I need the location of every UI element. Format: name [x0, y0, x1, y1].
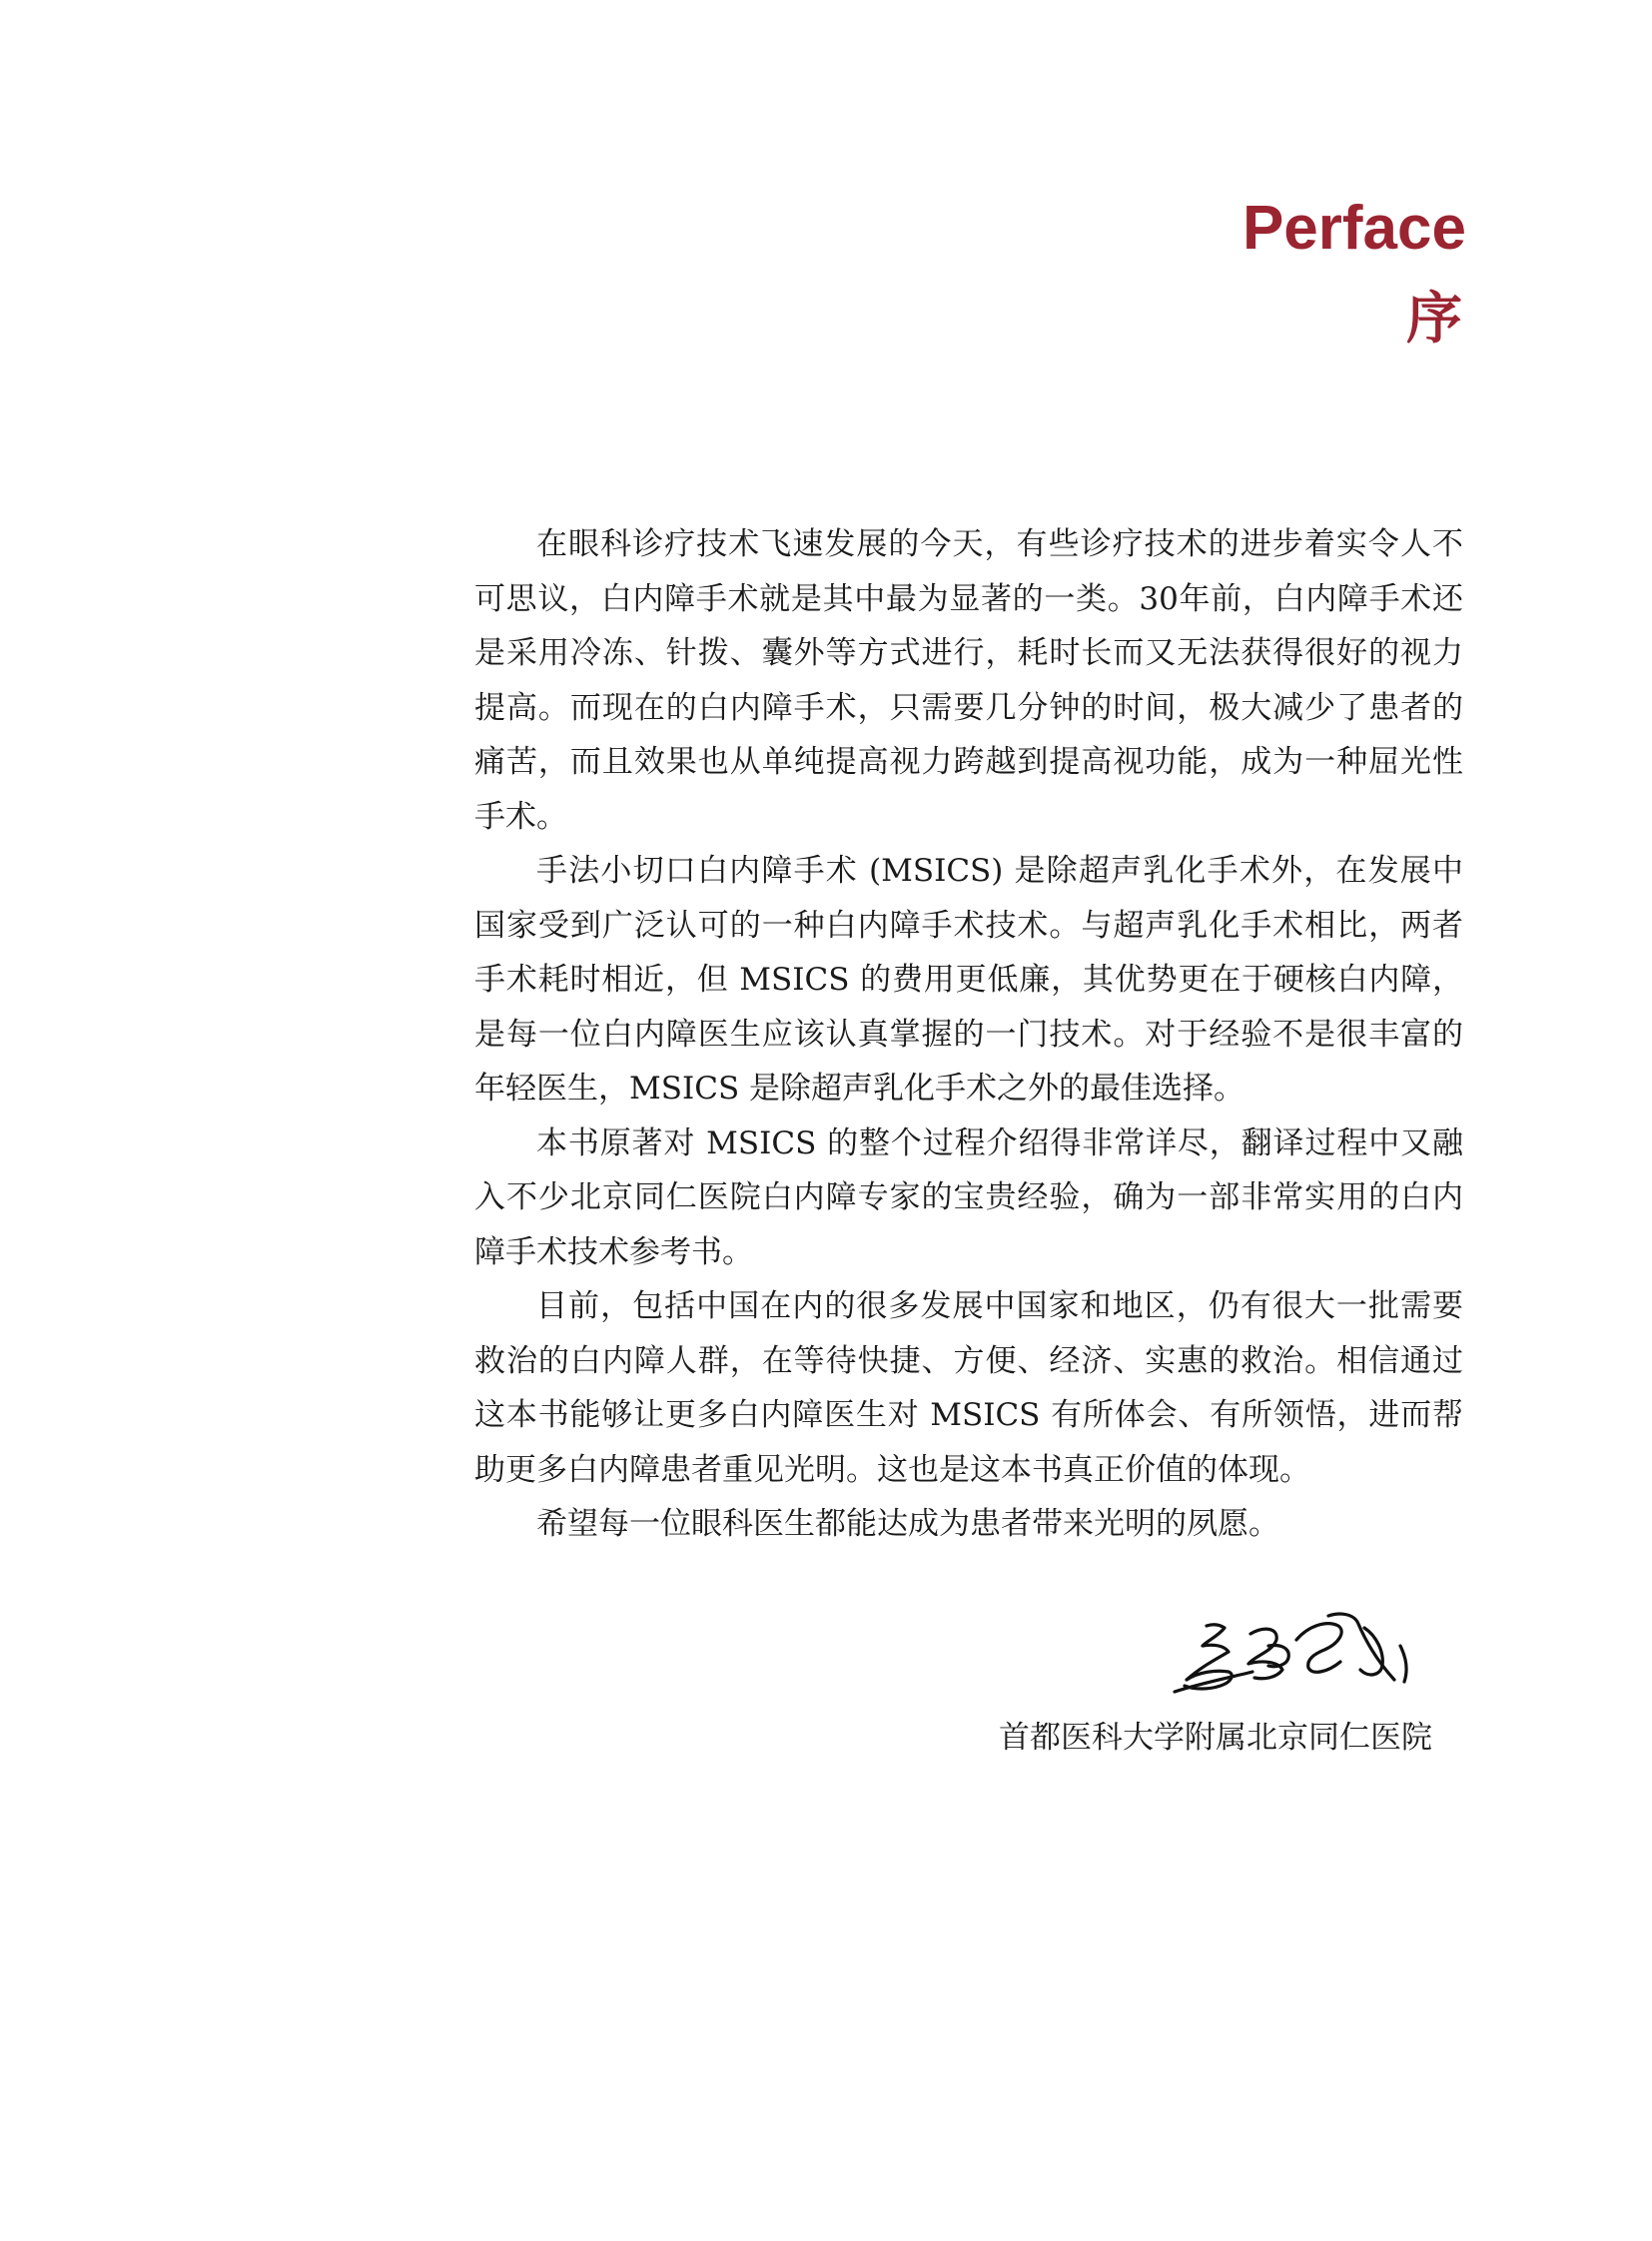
preface-body [474, 517, 1463, 1552]
paragraph-5: 希望每一位眼科医生都能达成为患者带来光明的夙愿。 [536, 1506, 1279, 1542]
affiliation: 首都医科大学附属北京同仁医院 [999, 1720, 1432, 1756]
paragraph-3: 本书原著对 MSICS 的整个过程介绍得非常详尽，翻译过程中又融入不少北京同仁医院白内障专家的宝贵经验，确为一部非常实用的白内障手术技术参考书。 [474, 1124, 1463, 1270]
heading-chinese: 序 [1406, 287, 1462, 352]
paragraph-4: 目前，包括中国在内的很多发展中国家和地区，仍有很大一批需要救治的白内障人群，在等待快捷、方便、经济、实惠的救治。相信通过这本书能够让更多白内障医生对 MSICS 有所体会、有所领悟，进而帮助更多白内障患者重见光明。这也是这本书真正价值的体现。 [474, 1288, 1463, 1488]
paragraph-1: 在眼科诊疗技术飞速发展的今天，有些诊疗技术的进步着实令人不可思议，白内障手术就是其中最为显著的一类。30年前，白内障手术还是采用冷冻、针拨、囊外等方式进行，耗时长而又无法获得很好的视力提高。而现在的白内障手术，只需要几分钟的时间，极大减少了患者的痛苦，而且效果也从单纯提高视力跨越到提高视功能，成为一种屈光性手术。 [474, 526, 1463, 835]
signature-icon [1169, 1606, 1418, 1706]
heading-english: Perface [1241, 194, 1466, 263]
paragraph-2: 手法小切口白内障手术 (MSICS) 是除超声乳化手术外，在发展中国家受到广泛认可的一种白内障手术技术。与超声乳化手术相比，两者手术耗时相近，但 MSICS 的费用更低廉，其优势更在于硬核白内障，是每一位白内障医生应该认真掌握的一门技术。对于经验不是很丰富的年轻医生，MSICS 是除超声乳化手术之外的最佳选择。 [474, 853, 1463, 1107]
